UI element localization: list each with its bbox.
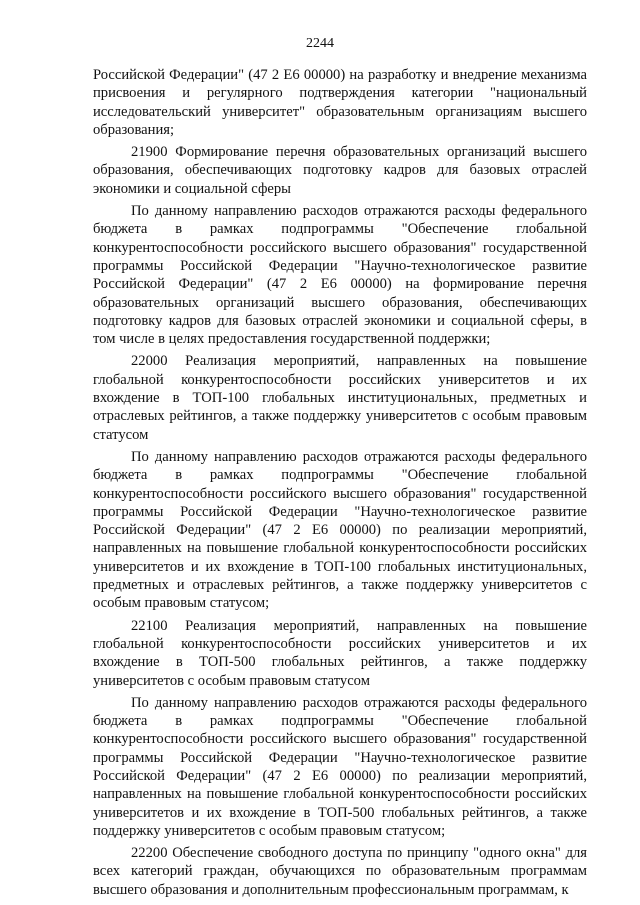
paragraph-heading-22000: 22000 Реализация мероприятий, направленных на повышение глобальной конкурентоспособности российских университетов и их вхождение в ТОП-100 глобальных институциональных, предметных и отраслевых рейтингов, а также поддержку университетов с особым правовым статусом bbox=[93, 353, 587, 443]
paragraph-continuation: Российской Федерации" (47 2 Е6 00000) на разработку и внедрение механизма присвоения и регулярного подтверждения категории "национальный исследовательский университет" образовательным организациям высшего образования; bbox=[93, 67, 587, 138]
paragraph-description-21900: По данному направлению расходов отражаются расходы федерального бюджета в рамках подпрограммы "Обеспечение глобальной конкурентоспособности российского высшего образования" государственной программы Российской Федерации "Научно-технологическое развитие Российской Федерации" (47 2 Е6 00000) на формирование перечня образовательных организаций высшего образования, обеспечивающих подготовку кадров для базовых отраслей экономики и социальной сферы, в том числе в целях предоставления государственной поддержки; bbox=[93, 203, 587, 348]
page-number: 2244 bbox=[306, 36, 334, 51]
paragraph-heading-22200: 22200 Обеспечение свободного доступа по принципу "одного окна" для всех категорий граждан, обучающихся по образовательным программам высшего образования и дополнительным профессиональным программам, к bbox=[93, 845, 587, 898]
document-body bbox=[93, 66, 587, 903]
paragraph-heading-22100: 22100 Реализация мероприятий, направленных на повышение глобальной конкурентоспособности российских университетов и их вхождение в ТОП-500 глобальных рейтингов, а также поддержку университетов с особым правовым статусом bbox=[93, 617, 587, 689]
paragraph-heading-21900: 21900 Формирование перечня образовательных организаций высшего образования, обеспечивающих подготовку кадров для базовых отраслей экономики и социальной сферы bbox=[93, 144, 587, 197]
paragraph-description-22100: По данному направлению расходов отражаются расходы федерального бюджета в рамках подпрограммы "Обеспечение глобальной конкурентоспособности российского высшего образования" государственной программы Российской Федерации "Научно-технологическое развитие Российской Федерации" (47 2 Е6 00000) по реализации мероприятий, направленных на повышение глобальной конкурентоспособности российских университетов и их вхождение в ТОП-500 глобальных рейтингов, а также поддержку университетов с особым правовым статусом; bbox=[93, 694, 587, 839]
paragraph-description-22000: По данному направлению расходов отражаются расходы федерального бюджета в рамках подпрограммы "Обеспечение глобальной конкурентоспособности российского высшего образования" государственной программы Российской Федерации "Научно-технологическое развитие Российской Федерации" (47 2 Е6 00000) по реализации мероприятий, направленных на повышение глобальной конкурентоспособности российских университетов и их вхождение в ТОП-100 глобальных институциональных, предметных и отраслевых рейтингов, а также поддержку университетов с особым правовым статусом; bbox=[93, 448, 587, 612]
